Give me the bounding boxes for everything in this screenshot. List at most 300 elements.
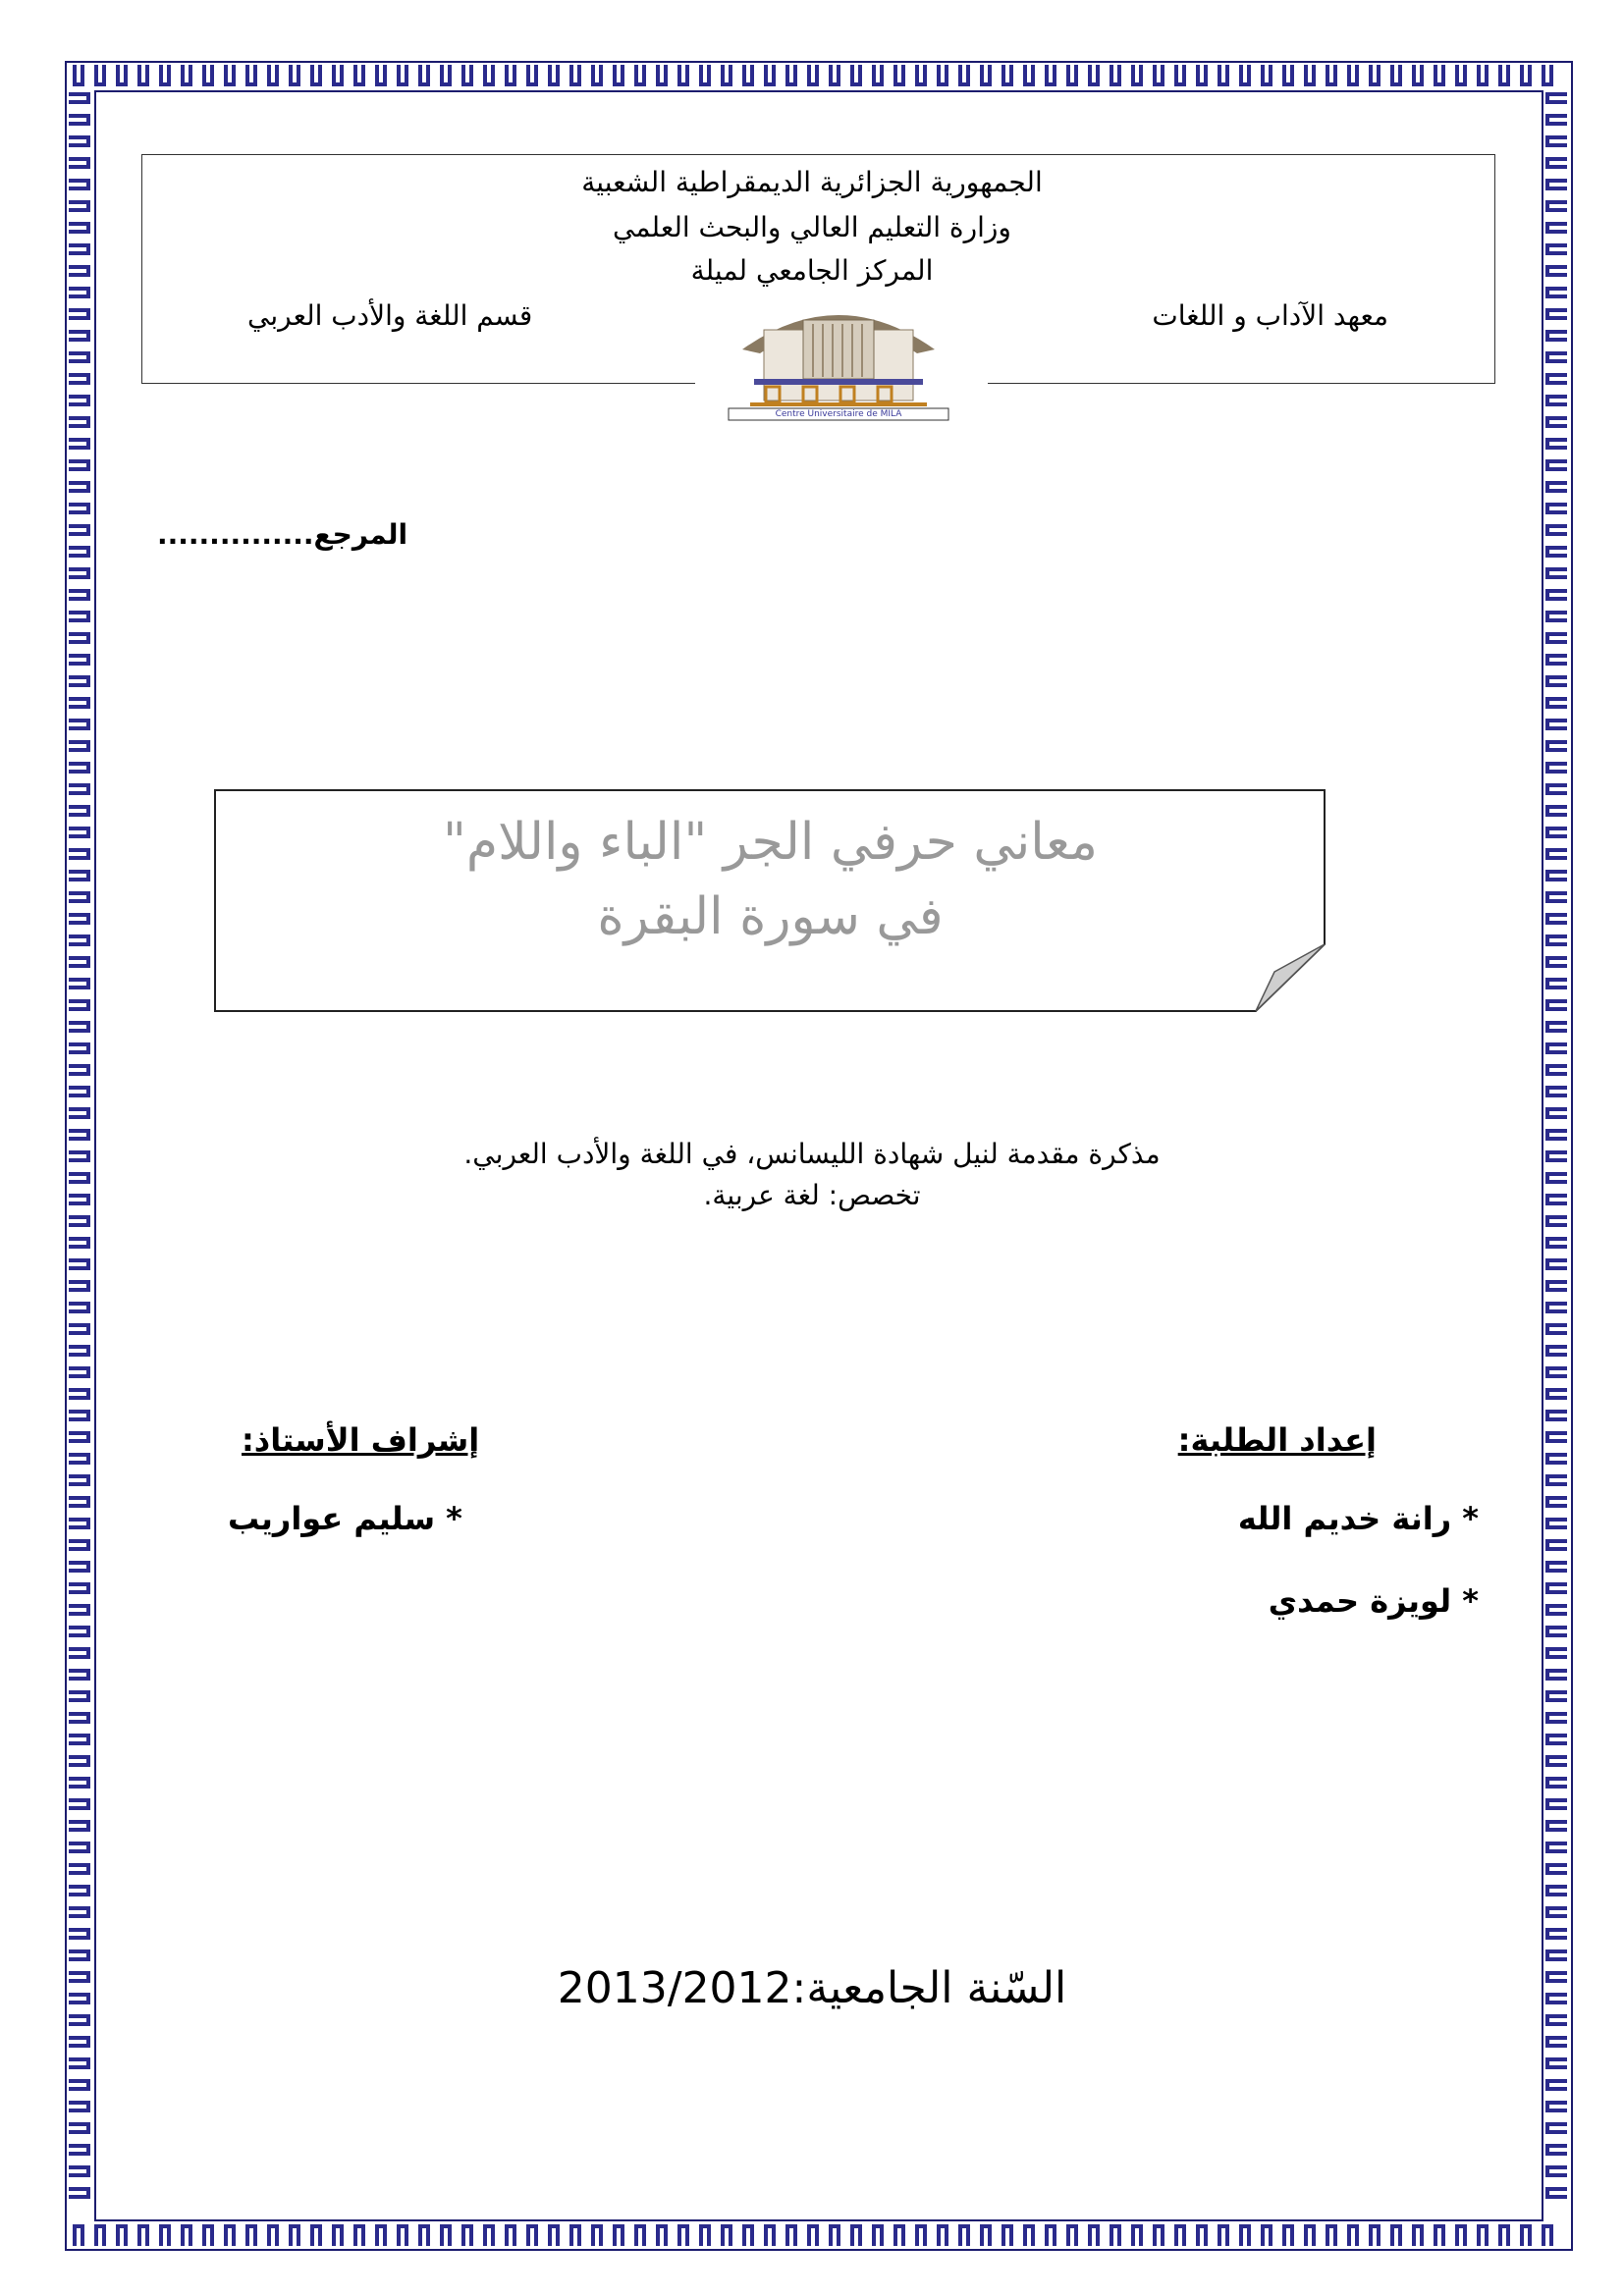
border-ornament — [1545, 697, 1567, 709]
border-ornament — [1545, 1734, 1567, 1745]
border-ornament — [1545, 157, 1567, 169]
border-ornament — [807, 65, 819, 86]
border-ornament — [159, 65, 171, 86]
border-ornament — [69, 1734, 90, 1745]
border-ornament — [1347, 65, 1359, 86]
border-ornament — [1545, 1410, 1567, 1421]
border-ornament — [569, 65, 581, 86]
border-ornament — [440, 2224, 452, 2246]
border-ornament — [1545, 567, 1567, 579]
border-ornament — [1545, 524, 1567, 536]
border-ornament — [69, 654, 90, 666]
border-ornament — [1545, 913, 1567, 925]
border-ornament — [69, 1712, 90, 1724]
border-ornament — [69, 740, 90, 752]
border-ornament — [1153, 2224, 1164, 2246]
border-ornament — [764, 2224, 776, 2246]
border-ornament — [1545, 1669, 1567, 1681]
border-ornament — [418, 2224, 430, 2246]
border-ornament — [1110, 65, 1121, 86]
border-ornament — [1477, 65, 1489, 86]
border-ornament — [69, 870, 90, 881]
border-ornament — [548, 65, 560, 86]
border-ornament — [332, 2224, 344, 2246]
border-ornament — [1545, 416, 1567, 428]
border-ornament — [1545, 1518, 1567, 1529]
border-ornament — [742, 2224, 754, 2246]
border-ornament — [1434, 2224, 1445, 2246]
header-university: المركز الجامعي لميلة — [690, 254, 934, 287]
border-ornament — [1545, 1215, 1567, 1227]
border-ornament — [69, 1604, 90, 1616]
border-ornament — [69, 891, 90, 903]
border-ornament — [1545, 1064, 1567, 1076]
border-ornament — [1545, 1345, 1567, 1357]
border-ornament — [1066, 65, 1078, 86]
border-ornament — [202, 65, 214, 86]
border-ornament — [353, 2224, 365, 2246]
header-institute: معهد الآداب و اللغات — [1152, 299, 1388, 332]
border-ornament — [1390, 2224, 1402, 2246]
border-ornament — [69, 978, 90, 989]
border-ornament — [1545, 2144, 1567, 2156]
border-ornament — [1261, 2224, 1272, 2246]
border-ornament — [69, 1777, 90, 1789]
border-ornament — [1545, 1798, 1567, 1810]
border-ornament — [245, 2224, 257, 2246]
border-ornament — [116, 2224, 128, 2246]
border-ornament — [69, 956, 90, 968]
border-ornament — [1545, 1366, 1567, 1378]
border-ornament — [1545, 740, 1567, 752]
border-ornament — [1545, 1820, 1567, 1832]
border-ornament — [1545, 2101, 1567, 2112]
border-ornament — [937, 65, 948, 86]
border-ornament — [1001, 2224, 1013, 2246]
border-ornament — [202, 2224, 214, 2246]
border-ornament — [69, 243, 90, 255]
border-ornament — [1218, 2224, 1229, 2246]
border-ornament — [1326, 2224, 1337, 2246]
border-ornament — [1545, 546, 1567, 558]
border-ornament — [69, 1928, 90, 1940]
border-ornament — [69, 1690, 90, 1702]
border-ornament — [634, 65, 646, 86]
border-ornament — [829, 65, 840, 86]
header-country: الجمهورية الجزائرية الديمقراطية الشعبية — [581, 166, 1043, 198]
border-ornament — [69, 1086, 90, 1097]
border-ornament — [1545, 2122, 1567, 2134]
border-ornament — [958, 2224, 970, 2246]
border-ornament — [69, 1863, 90, 1875]
border-ornament — [742, 65, 754, 86]
border-ornament — [69, 114, 90, 126]
border-ornament — [1520, 65, 1532, 86]
border-ornament — [69, 632, 90, 644]
border-ornament — [69, 1323, 90, 1335]
border-ornament — [69, 719, 90, 730]
border-ornament — [69, 567, 90, 579]
supervisor-heading: إشراف الأستاذ: — [242, 1421, 480, 1459]
border-ornament — [69, 1302, 90, 1313]
border-ornament — [1545, 611, 1567, 622]
border-ornament — [69, 913, 90, 925]
border-ornament — [69, 503, 90, 514]
border-ornament — [69, 2101, 90, 2112]
border-ornament — [656, 2224, 668, 2246]
border-ornament — [872, 65, 884, 86]
border-ornament — [1545, 2057, 1567, 2069]
border-ornament — [375, 2224, 387, 2246]
border-ornament — [1545, 287, 1567, 298]
border-ornament — [1545, 1021, 1567, 1033]
border-ornament — [569, 2224, 581, 2246]
border-ornament — [1545, 805, 1567, 817]
border-ornament — [69, 1431, 90, 1443]
specialization: تخصص: لغة عربية. — [703, 1179, 921, 1211]
border-ornament — [224, 2224, 236, 2246]
border-ornament — [1131, 2224, 1143, 2246]
border-ornament — [915, 65, 927, 86]
border-ornament — [1326, 65, 1337, 86]
border-ornament — [1545, 654, 1567, 666]
border-ornament — [1545, 978, 1567, 989]
supervisor-name: * سليم عواريب — [228, 1500, 462, 1537]
border-ornament — [159, 2224, 171, 2246]
border-ornament — [69, 157, 90, 169]
border-ornament — [1455, 65, 1467, 86]
border-ornament — [69, 1755, 90, 1767]
border-ornament — [69, 1237, 90, 1249]
border-ornament — [69, 589, 90, 601]
border-ornament — [1045, 2224, 1056, 2246]
border-ornament — [1545, 330, 1567, 342]
border-ornament — [1545, 92, 1567, 104]
border-ornament — [1545, 459, 1567, 471]
border-ornament — [181, 2224, 192, 2246]
border-ornament — [69, 438, 90, 450]
border-ornament — [1545, 1453, 1567, 1465]
border-ornament — [1088, 2224, 1100, 2246]
border-ornament — [73, 2224, 84, 2246]
border-ornament — [69, 1842, 90, 1853]
border-ornament — [1545, 503, 1567, 514]
border-ornament — [69, 1129, 90, 1141]
border-ornament — [181, 65, 192, 86]
border-ornament — [69, 1626, 90, 1637]
border-ornament — [69, 2187, 90, 2199]
university-logo — [725, 291, 952, 422]
border-ornament — [526, 65, 538, 86]
border-ornament — [69, 1366, 90, 1378]
border-ornament — [1261, 65, 1272, 86]
border-ornament — [1304, 65, 1316, 86]
border-ornament — [850, 65, 862, 86]
border-ornament — [1545, 1539, 1567, 1551]
border-ornament — [69, 373, 90, 385]
border-ornament — [1545, 1863, 1567, 1875]
border-ornament — [461, 2224, 473, 2246]
border-ornament — [1545, 351, 1567, 363]
border-ornament — [613, 2224, 624, 2246]
border-ornament — [224, 65, 236, 86]
border-ornament — [69, 934, 90, 946]
border-ornament — [69, 1798, 90, 1810]
border-ornament — [1545, 200, 1567, 212]
border-ornament — [69, 1906, 90, 1918]
border-ornament — [69, 200, 90, 212]
academic-year: السّنة الجامعية:2013/2012 — [557, 1963, 1067, 2013]
border-ornament — [69, 999, 90, 1011]
border-ornament — [1304, 2224, 1316, 2246]
border-ornament — [1545, 1712, 1567, 1724]
student-name-2: * لويزة حمدي — [1268, 1582, 1479, 1620]
border-ornament — [893, 2224, 905, 2246]
border-ornament — [69, 1518, 90, 1529]
border-ornament — [1545, 2014, 1567, 2026]
border-ornament — [69, 1496, 90, 1508]
border-ornament — [1545, 1777, 1567, 1789]
border-ornament — [634, 2224, 646, 2246]
border-ornament — [1545, 1496, 1567, 1508]
reference-label: المرجع............... — [157, 518, 408, 551]
border-ornament — [69, 675, 90, 687]
border-ornament — [461, 65, 473, 86]
border-ornament — [137, 2224, 149, 2246]
border-ornament — [1545, 1842, 1567, 1853]
border-ornament — [1545, 783, 1567, 795]
border-ornament — [69, 1107, 90, 1119]
border-ornament — [1545, 1388, 1567, 1400]
border-ornament — [116, 65, 128, 86]
border-ornament — [958, 65, 970, 86]
border-ornament — [1545, 135, 1567, 147]
thesis-title-line1: معاني حرفي الجر "الباء واللام" — [442, 813, 1099, 872]
border-ornament — [69, 1820, 90, 1832]
border-ornament — [1131, 65, 1143, 86]
thesis-title-box — [214, 789, 1326, 1013]
border-ornament — [69, 2122, 90, 2134]
border-ornament — [1545, 848, 1567, 860]
border-ornament — [69, 1582, 90, 1594]
border-ornament — [1545, 891, 1567, 903]
border-ornament — [1545, 2036, 1567, 2048]
border-ornament — [591, 65, 603, 86]
border-ornament — [1153, 65, 1164, 86]
border-ornament — [1545, 956, 1567, 968]
border-ornament — [375, 65, 387, 86]
border-ornament — [69, 2036, 90, 2048]
border-ornament — [69, 697, 90, 709]
border-ornament — [69, 1215, 90, 1227]
border-ornament — [1412, 65, 1424, 86]
border-ornament — [1045, 65, 1056, 86]
border-ornament — [69, 395, 90, 406]
border-ornament — [397, 2224, 408, 2246]
border-ornament — [310, 65, 322, 86]
border-ornament — [69, 459, 90, 471]
border-ornament — [1545, 1690, 1567, 1702]
border-ornament — [1542, 65, 1553, 86]
border-ornament — [69, 827, 90, 838]
border-ornament — [69, 1669, 90, 1681]
border-ornament — [1369, 65, 1380, 86]
border-ornament — [69, 1064, 90, 1076]
border-ornament — [721, 65, 732, 86]
border-ornament — [310, 2224, 322, 2246]
border-ornament — [1545, 632, 1567, 644]
border-ornament — [1477, 2224, 1489, 2246]
border-ornament — [1545, 1906, 1567, 1918]
border-ornament — [1545, 1086, 1567, 1097]
border-ornament — [1545, 1949, 1567, 1961]
border-ornament — [69, 1042, 90, 1054]
student-name-1: * رانة خديم الله — [1237, 1500, 1479, 1537]
border-ornament — [353, 65, 365, 86]
border-ornament — [69, 848, 90, 860]
border-ornament — [1545, 1474, 1567, 1486]
border-ornament — [1545, 1561, 1567, 1573]
border-ornament — [1174, 2224, 1186, 2246]
border-ornament — [1545, 719, 1567, 730]
border-ornament — [69, 351, 90, 363]
border-ornament — [807, 2224, 819, 2246]
border-ornament — [69, 1885, 90, 1896]
border-ornament — [1545, 1258, 1567, 1270]
border-ornament — [69, 330, 90, 342]
memo-description: مذكرة مقدمة لنيل شهادة الليسانس، في اللغة والأدب العربي. — [463, 1138, 1161, 1170]
border-ornament — [1498, 65, 1510, 86]
border-ornament — [1545, 589, 1567, 601]
border-ornament — [1545, 2187, 1567, 2199]
border-ornament — [1110, 2224, 1121, 2246]
border-ornament — [69, 1388, 90, 1400]
border-ornament — [267, 65, 279, 86]
border-ornament — [69, 135, 90, 147]
students-heading: إعداد الطلبة: — [1177, 1421, 1377, 1459]
border-ornament — [1545, 1626, 1567, 1637]
border-ornament — [526, 2224, 538, 2246]
border-ornament — [94, 65, 106, 86]
border-ornament — [73, 65, 84, 86]
border-ornament — [267, 2224, 279, 2246]
border-ornament — [69, 481, 90, 493]
border-ornament — [69, 1949, 90, 1961]
border-ornament — [69, 2144, 90, 2156]
border-ornament — [1545, 1107, 1567, 1119]
border-ornament — [937, 2224, 948, 2246]
border-ornament — [1545, 934, 1567, 946]
border-ornament — [1023, 2224, 1035, 2246]
border-ornament — [980, 2224, 992, 2246]
border-ornament — [1434, 65, 1445, 86]
border-ornament — [1520, 2224, 1532, 2246]
border-ornament — [1023, 65, 1035, 86]
border-ornament — [1412, 2224, 1424, 2246]
border-ornament — [1239, 65, 1251, 86]
border-ornament — [1545, 1323, 1567, 1335]
border-ornament — [69, 287, 90, 298]
border-ornament — [69, 2057, 90, 2069]
border-ornament — [1196, 65, 1208, 86]
border-ornament — [980, 65, 992, 86]
border-ornament — [1545, 373, 1567, 385]
border-ornament — [1174, 65, 1186, 86]
border-ornament — [1545, 395, 1567, 406]
border-ornament — [69, 1561, 90, 1573]
border-ornament — [1545, 999, 1567, 1011]
border-ornament — [915, 2224, 927, 2246]
border-ornament — [1545, 1604, 1567, 1616]
border-ornament — [1545, 1755, 1567, 1767]
border-ornament — [1545, 243, 1567, 255]
border-ornament — [1545, 1647, 1567, 1659]
border-ornament — [332, 65, 344, 86]
border-ornament — [1545, 114, 1567, 126]
border-ornament — [69, 611, 90, 622]
border-ornament — [656, 65, 668, 86]
border-ornament — [1545, 762, 1567, 774]
border-ornament — [1369, 2224, 1380, 2246]
border-ornament — [505, 65, 516, 86]
border-ornament — [69, 92, 90, 104]
border-ornament — [1498, 2224, 1510, 2246]
border-ornament — [1542, 2224, 1553, 2246]
border-ornament — [699, 65, 711, 86]
border-ornament — [69, 1647, 90, 1659]
border-ornament — [1545, 1129, 1567, 1141]
border-ornament — [1001, 65, 1013, 86]
logo-caption: Centre Universitaire de MILA — [775, 409, 902, 419]
border-ornament — [69, 2165, 90, 2177]
border-ornament — [69, 1258, 90, 1270]
border-ornament — [289, 2224, 300, 2246]
border-ornament — [69, 416, 90, 428]
border-ornament — [721, 2224, 732, 2246]
border-ornament — [1545, 481, 1567, 493]
border-ornament — [69, 762, 90, 774]
border-ornament — [483, 2224, 495, 2246]
border-ornament — [1239, 2224, 1251, 2246]
border-ornament — [1088, 65, 1100, 86]
header-ministry: وزارة التعليم العالي والبحث العلمي — [613, 211, 1011, 243]
border-ornament — [699, 2224, 711, 2246]
border-ornament — [418, 65, 430, 86]
border-ornament — [613, 65, 624, 86]
border-ornament — [1545, 1431, 1567, 1443]
border-ornament — [893, 65, 905, 86]
thesis-title-line2: في سورة البقرة — [597, 887, 944, 946]
border-ornament — [1282, 2224, 1294, 2246]
border-ornament — [1347, 2224, 1359, 2246]
border-ornament — [764, 65, 776, 86]
border-ornament — [69, 1539, 90, 1551]
border-ornament — [1545, 675, 1567, 687]
border-ornament — [505, 2224, 516, 2246]
border-ornament — [872, 2224, 884, 2246]
border-ornament — [137, 65, 149, 86]
border-ornament — [1218, 65, 1229, 86]
border-ornament — [69, 1410, 90, 1421]
border-ornament — [1545, 827, 1567, 838]
border-ornament — [1545, 308, 1567, 320]
border-ornament — [69, 2079, 90, 2091]
border-ornament — [1545, 1042, 1567, 1054]
border-ornament — [69, 1021, 90, 1033]
border-ornament — [1545, 1582, 1567, 1594]
border-ornament — [69, 805, 90, 817]
border-ornament — [69, 546, 90, 558]
